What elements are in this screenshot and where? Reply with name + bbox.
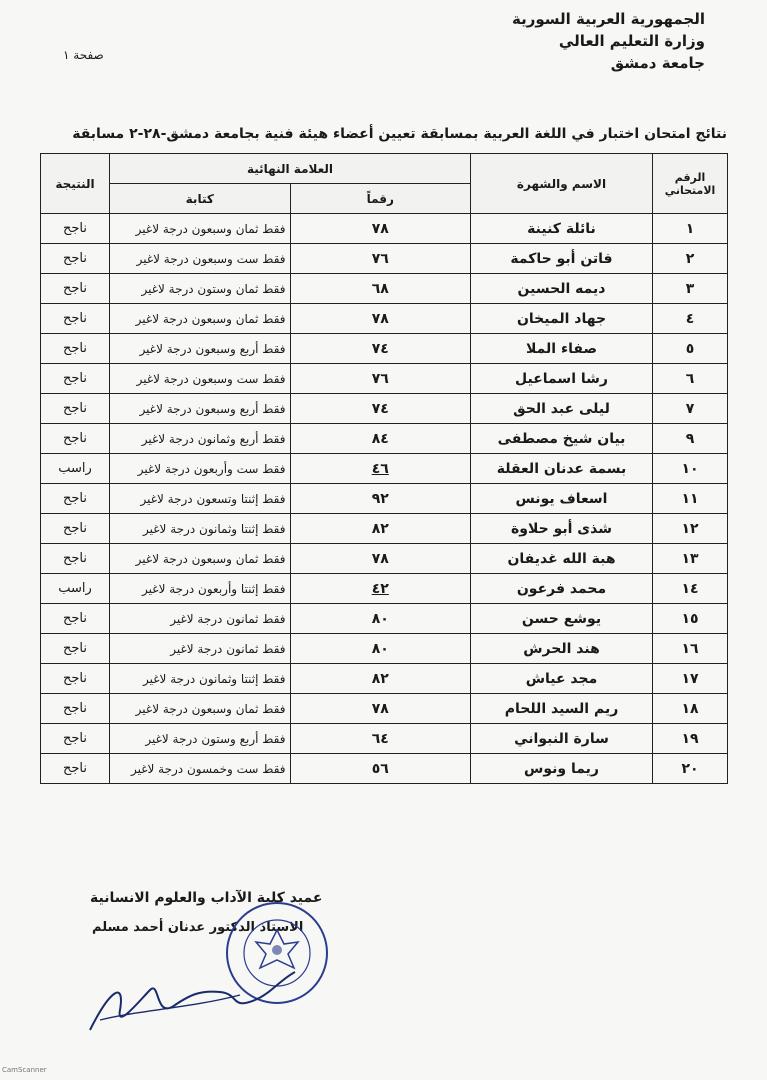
handwritten-signature: [80, 950, 300, 1040]
cell-exam-no: ١٥: [653, 604, 728, 634]
cell-exam-no: ١٩: [653, 724, 728, 754]
cell-words: فقط ثمان وسبعون درجة لاغير: [110, 694, 291, 724]
cell-words: فقط إثنتا وتسعون درجة لاغير: [110, 484, 291, 514]
table-row: [41, 514, 728, 544]
cell-digits: ٤٢: [290, 574, 471, 604]
cell-words: فقط ثمان وسبعون درجة لاغير: [110, 544, 291, 574]
table-row: [41, 574, 728, 604]
cell-words: فقط ست وسبعون درجة لاغير: [110, 364, 291, 394]
cell-exam-no: ١٦: [653, 634, 728, 664]
cell-words: فقط إثنتا وأربعون درجة لاغير: [110, 574, 291, 604]
table-row: [41, 544, 728, 574]
cell-exam-no: ١١: [653, 484, 728, 514]
cell-words: فقط أربع وستون درجة لاغير: [110, 724, 291, 754]
cell-name: ريما ونوس: [471, 754, 653, 784]
cell-digits: ٥٦: [290, 754, 471, 784]
letterhead-ministry: وزارة التعليم العالي: [558, 32, 705, 50]
cell-name: بيان شيخ مصطفى: [471, 424, 653, 454]
cell-words: فقط أربع وسبعون درجة لاغير: [110, 394, 291, 424]
header-final-mark: العلامة النهائية: [110, 154, 471, 184]
cell-name: هبة الله غديفان: [471, 544, 653, 574]
table-row: [41, 214, 728, 244]
cell-words: فقط ست وسبعون درجة لاغير: [110, 244, 291, 274]
table-row: [41, 484, 728, 514]
cell-digits: ٧٨: [290, 304, 471, 334]
cell-words: فقط ثمان وستون درجة لاغير: [110, 274, 291, 304]
cell-exam-no: ٥: [653, 334, 728, 364]
cell-name: ليلى عبد الحق: [471, 394, 653, 424]
cell-digits: ٤٦: [290, 454, 471, 484]
cell-digits: ٨٠: [290, 604, 471, 634]
cell-exam-no: ١٧: [653, 664, 728, 694]
cell-result: راسب: [41, 574, 110, 604]
results-table: [40, 153, 728, 784]
dean-title: عميد كلية الآداب والعلوم الانسانية: [90, 890, 323, 906]
cell-name: ديمه الحسين: [471, 274, 653, 304]
cell-words: فقط أربع وثمانون درجة لاغير: [110, 424, 291, 454]
cell-result: ناجح: [41, 394, 110, 424]
letterhead-university: جامعة دمشق: [610, 54, 705, 72]
table-row: [41, 424, 728, 454]
cell-digits: ٨٢: [290, 514, 471, 544]
cell-result: ناجح: [41, 634, 110, 664]
letterhead: [512, 8, 705, 74]
cell-name: صفاء الملا: [471, 334, 653, 364]
cell-name: فاتن أبو حاكمة: [471, 244, 653, 274]
table-row: [41, 394, 728, 424]
cell-result: ناجح: [41, 754, 110, 784]
cell-name: نائلة كنينة: [471, 214, 653, 244]
cell-exam-no: ١٣: [653, 544, 728, 574]
table-row: [41, 664, 728, 694]
cell-digits: ٧٦: [290, 364, 471, 394]
cell-words: فقط إثنتا وثمانون درجة لاغير: [110, 514, 291, 544]
cell-name: شذى أبو حلاوة: [471, 514, 653, 544]
table-row: [41, 724, 728, 754]
cell-result: ناجح: [41, 244, 110, 274]
scanner-watermark: CamScanner: [2, 1066, 47, 1074]
cell-exam-no: ٦: [653, 364, 728, 394]
cell-exam-no: ١٤: [653, 574, 728, 604]
cell-digits: ٧٦: [290, 244, 471, 274]
cell-exam-no: ٩: [653, 424, 728, 454]
cell-name: محمد فرعون: [471, 574, 653, 604]
table-row: [41, 274, 728, 304]
cell-name: يوشع حسن: [471, 604, 653, 634]
dean-name: الاستاذ الدكتور عدنان أحمد مسلم: [92, 920, 304, 935]
cell-words: فقط ثمان وسبعون درجة لاغير: [110, 304, 291, 334]
cell-words: فقط ثمانون درجة لاغير: [110, 604, 291, 634]
cell-name: مجد عياش: [471, 664, 653, 694]
table-row: [41, 754, 728, 784]
cell-name: ريم السيد اللحام: [471, 694, 653, 724]
cell-digits: ٧٨: [290, 214, 471, 244]
cell-digits: ٦٤: [290, 724, 471, 754]
header-result: النتيجة: [41, 154, 110, 214]
cell-words: فقط ست وأربعون درجة لاغير: [110, 454, 291, 484]
cell-exam-no: ٤: [653, 304, 728, 334]
cell-name: سارة النبواني: [471, 724, 653, 754]
table-row: [41, 694, 728, 724]
cell-words: فقط إثنتا وثمانون درجة لاغير: [110, 664, 291, 694]
page-number: صفحة ١: [63, 48, 104, 62]
cell-name: هند الحرش: [471, 634, 653, 664]
cell-digits: ٨٠: [290, 634, 471, 664]
header-digits: رقماً: [290, 184, 471, 214]
table-row: [41, 364, 728, 394]
cell-name: بسمة عدنان العقلة: [471, 454, 653, 484]
cell-result: راسب: [41, 454, 110, 484]
cell-result: ناجح: [41, 664, 110, 694]
cell-result: ناجح: [41, 514, 110, 544]
cell-digits: ٨٢: [290, 664, 471, 694]
cell-exam-no: ١: [653, 214, 728, 244]
cell-result: ناجح: [41, 214, 110, 244]
cell-result: ناجح: [41, 334, 110, 364]
cell-digits: ٧٤: [290, 334, 471, 364]
cell-exam-no: ١٠: [653, 454, 728, 484]
cell-result: ناجح: [41, 724, 110, 754]
cell-words: فقط ثمانون درجة لاغير: [110, 634, 291, 664]
cell-result: ناجح: [41, 484, 110, 514]
cell-result: ناجح: [41, 694, 110, 724]
cell-digits: ٧٨: [290, 694, 471, 724]
cell-digits: ٦٨: [290, 274, 471, 304]
cell-result: ناجح: [41, 304, 110, 334]
cell-digits: ٨٤: [290, 424, 471, 454]
table-row: [41, 304, 728, 334]
header-exam-no: الرقم الامتحاني: [653, 154, 728, 214]
cell-digits: ٧٤: [290, 394, 471, 424]
table-row: [41, 244, 728, 274]
cell-result: ناجح: [41, 424, 110, 454]
cell-result: ناجح: [41, 604, 110, 634]
table-row: [41, 634, 728, 664]
table-row: [41, 334, 728, 364]
cell-exam-no: ٢: [653, 244, 728, 274]
cell-exam-no: ٣: [653, 274, 728, 304]
cell-words: فقط أربع وسبعون درجة لاغير: [110, 334, 291, 364]
header-words: كتابة: [110, 184, 291, 214]
cell-words: فقط ثمان وسبعون درجة لاغير: [110, 214, 291, 244]
cell-exam-no: ٢٠: [653, 754, 728, 784]
document-title: نتائج امتحان اختبار في اللغة العربية بمسابقة تعيين أعضاء هيئة فنية بجامعة دمشق-٢٨-٢ مسابقة: [72, 126, 727, 142]
cell-exam-no: ١٢: [653, 514, 728, 544]
letterhead-country: الجمهورية العربية السورية: [512, 10, 705, 28]
header-name: الاسم والشهرة: [471, 154, 653, 214]
cell-name: اسعاف يونس: [471, 484, 653, 514]
cell-result: ناجح: [41, 364, 110, 394]
cell-exam-no: ٧: [653, 394, 728, 424]
cell-words: فقط ست وخمسون درجة لاغير: [110, 754, 291, 784]
cell-exam-no: ١٨: [653, 694, 728, 724]
cell-name: رشا اسماعيل: [471, 364, 653, 394]
table-row: [41, 604, 728, 634]
cell-result: ناجح: [41, 544, 110, 574]
cell-name: جهاد الميخان: [471, 304, 653, 334]
cell-result: ناجح: [41, 274, 110, 304]
cell-digits: ٧٨: [290, 544, 471, 574]
cell-digits: ٩٢: [290, 484, 471, 514]
table-row: [41, 454, 728, 484]
